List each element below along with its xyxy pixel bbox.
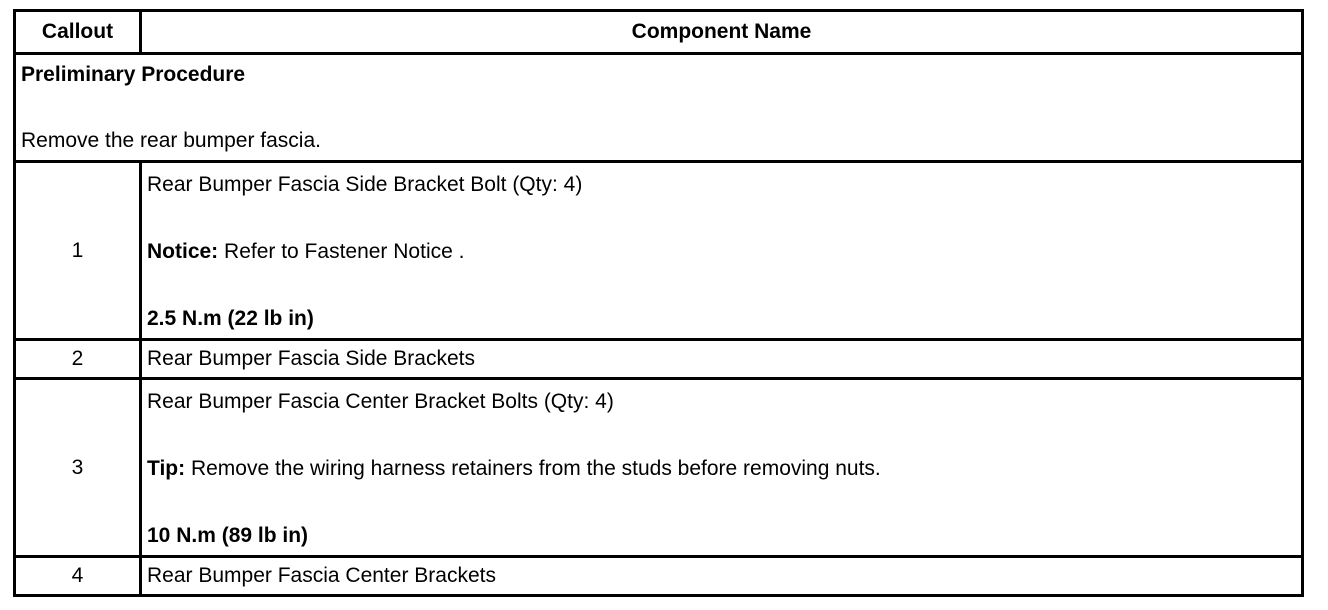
component-name: Rear Bumper Fascia Center Brackets [141, 557, 1303, 596]
callout-column-header: Callout [15, 11, 141, 54]
preliminary-procedure-title: Preliminary Procedure [21, 63, 246, 86]
note-label: Notice: [147, 240, 219, 263]
component-description [141, 162, 1303, 340]
component-note [147, 455, 1296, 483]
torque-spec: 2.5 N.m (22 lb in) [147, 307, 314, 330]
note-text: Remove the wiring harness retainers from the studs before removing nuts. [185, 457, 881, 480]
component-name: Rear Bumper Fascia Side Brackets [141, 340, 1303, 379]
table-row [15, 379, 1303, 557]
preliminary-procedure-text: Remove the rear bumper fascia. [21, 129, 321, 152]
component-name: Rear Bumper Fascia Center Bracket Bolts (Qty: 4) [147, 390, 614, 413]
table-row [15, 162, 1303, 340]
component-name: Rear Bumper Fascia Side Bracket Bolt (Qty: 4) [147, 173, 583, 196]
preliminary-procedure-row [15, 54, 1303, 162]
component-name-column-header: Component Name [141, 11, 1303, 54]
callout-number: 1 [15, 162, 141, 340]
callout-number: 2 [15, 340, 141, 379]
table-header-row [15, 11, 1303, 54]
component-description [141, 379, 1303, 557]
note-label: Tip: [147, 457, 186, 480]
table-row [15, 340, 1303, 379]
preliminary-procedure-cell [15, 54, 1303, 162]
torque-spec: 10 N.m (89 lb in) [147, 524, 309, 547]
callout-number: 3 [15, 379, 141, 557]
note-text: Refer to Fastener Notice . [218, 240, 465, 263]
component-note [147, 238, 1296, 266]
callout-number: 4 [15, 557, 141, 596]
component-table [13, 9, 1304, 597]
table-row [15, 557, 1303, 596]
